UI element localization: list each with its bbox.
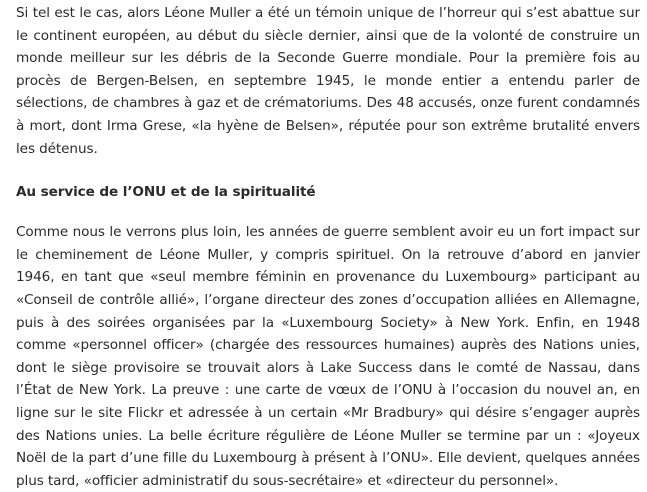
article-body: [16, 2, 640, 492]
section-heading: Au service de l’ONU et de la spiritualité: [16, 184, 316, 201]
article-paragraph-1: Si tel est le cas, alors Léone Muller a été un témoin unique de l’horreur qui s’est abattue sur le continent européen, au début du siècle dernier, ainsi que de la volonté de construire un monde meilleur sur les débris de la Seconde Guerre mondiale. Pour la première fois au procès de Bergen-Belsen, en septembre 1945, le monde entier a entendu parler de sélections, de chambres à gaz et de crématoriums. Des 48 accusés, onze furent condamnés à mort, dont Irma Grese, «la hyène de Belsen», réputée pour son extrême brutalité envers les détenus.: [16, 5, 640, 157]
article-paragraph-2: Comme nous le verrons plus loin, les années de guerre semblent avoir eu un fort impact sur le cheminement de Léone Muller, y compris spirituel. On la retrouve d’abord en janvier 1946, en tant que «seul membre féminin en provenance du Luxembourg» participant au «Conseil de contrôle allié», l’organe directeur des zones d’occupation alliées en Allemagne, puis à des soirées organisées par la «Luxembourg Society» à New York. Enfin, en 1948 comme «personnel officer» (chargée des ressources humaines) auprès des Nations unies, dont le siège provisoire se trouvait alors à Lake Success dans le comté de Nassau, dans l’État de New York. La preuve : une carte de vœux de l’ONU à l’occasion du nouvel an, en ligne sur le site Flickr et adressée à un certain «Mr Bradbury» qui désire s’engager auprès des Nations unies. La belle écriture régulière de Léone Muller se termine par un : «Joyeux Noël de la part d’une fille du Luxembourg à présent à l’ONU». Elle devient, quelques années plus tard, «officier administratif du sous-secrétaire» et «directeur du personnel».: [16, 224, 640, 489]
